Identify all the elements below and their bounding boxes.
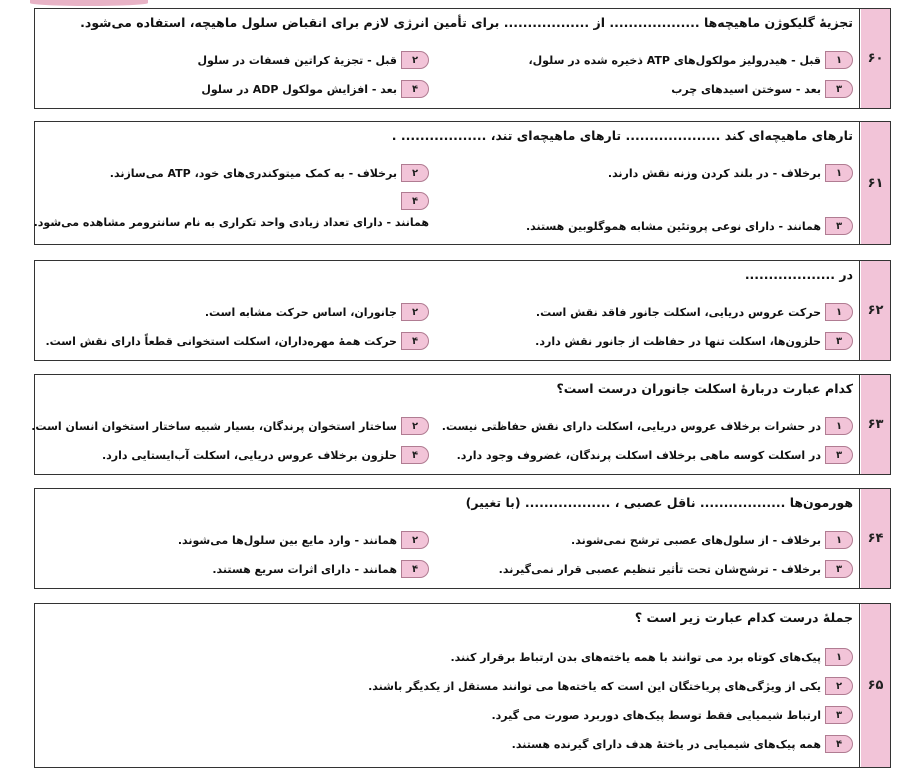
option-number-badge: ۱ bbox=[825, 164, 853, 182]
option-text: حلزون‌ها، اسکلت تنها در حفاظت از جانور نقش دارد. bbox=[535, 334, 821, 348]
option-2[interactable] bbox=[110, 164, 429, 182]
option-number-badge: ۳ bbox=[825, 560, 853, 578]
option-3[interactable] bbox=[535, 332, 853, 350]
option-text: برخلاف - به کمک میتوکندری‌های خود، ATP می‌سازند. bbox=[109, 166, 397, 180]
option-text: برخلاف - از سلول‌های عصبی ترشح نمی‌شوند. bbox=[571, 533, 821, 547]
option-number-badge: ۱ bbox=[825, 648, 853, 666]
option-text: همانند - وارد مایع بین سلول‌ها می‌شوند. bbox=[177, 533, 397, 547]
option-number-badge: ۴ bbox=[825, 735, 853, 753]
option-3[interactable] bbox=[499, 560, 853, 578]
question-body bbox=[35, 261, 860, 360]
page-corner-decoration bbox=[30, 0, 148, 6]
option-text: حرکت عروس دریایی، اسکلت جانور فاقد نقش است. bbox=[535, 305, 821, 319]
option-number-badge: ۲ bbox=[401, 51, 429, 69]
option-1[interactable] bbox=[528, 51, 853, 69]
option-text: حرکت همهٔ مهره‌داران، اسکلت استخوانی قطعاً دارای نقش است. bbox=[45, 334, 397, 348]
question-number: ۶۱ bbox=[861, 122, 890, 244]
option-text: همه پیک‌های شیمیایی در یاختهٔ هدف دارای گیرنده هستند. bbox=[511, 737, 821, 751]
option-4[interactable] bbox=[201, 80, 429, 98]
option-text: حلزون برخلاف عروس دریایی، اسکلت آب‌ایستایی دارد. bbox=[101, 448, 397, 462]
option-number-badge: ۱ bbox=[825, 417, 853, 435]
question-number: ۶۴ bbox=[861, 489, 890, 588]
option-2[interactable] bbox=[368, 677, 853, 695]
option-3[interactable] bbox=[671, 80, 853, 98]
option-number-badge: ۱ bbox=[825, 531, 853, 549]
option-2[interactable] bbox=[178, 531, 429, 549]
option-number-badge: ۳ bbox=[825, 332, 853, 350]
option-text: جانوران، اساس حرکت مشابه است. bbox=[204, 305, 397, 319]
question-stem: جملهٔ درست کدام عبارت زیر است ؟ bbox=[634, 610, 853, 625]
question-box-64 bbox=[34, 488, 891, 589]
option-2[interactable] bbox=[31, 417, 429, 435]
question-body bbox=[35, 9, 860, 108]
option-number-badge: ۲ bbox=[401, 417, 429, 435]
option-number-badge: ۲ bbox=[401, 303, 429, 321]
option-1[interactable] bbox=[442, 417, 853, 435]
option-number-badge: ۲ bbox=[401, 531, 429, 549]
question-number: ۶۵ bbox=[861, 604, 890, 767]
option-number-badge: ۳ bbox=[825, 706, 853, 724]
option-number-badge: ۲ bbox=[825, 677, 853, 695]
question-number: ۶۲ bbox=[861, 261, 890, 360]
question-box-61 bbox=[34, 121, 891, 245]
option-number-badge: ۳ bbox=[825, 446, 853, 464]
option-4[interactable] bbox=[34, 192, 429, 229]
option-1[interactable] bbox=[608, 164, 853, 182]
option-number-badge: ۴ bbox=[401, 80, 429, 98]
option-4[interactable] bbox=[45, 332, 429, 350]
option-text: در حشرات برخلاف عروس دریایی، اسکلت دارای نقش حفاظتی نیست. bbox=[441, 419, 821, 433]
option-number-badge: ۲ bbox=[401, 164, 429, 182]
option-text: بعد - افزایش مولکول ADP در سلول bbox=[201, 82, 397, 96]
option-text: قبل - تجزیهٔ کراتین فسفات در سلول bbox=[197, 53, 397, 67]
question-box-62 bbox=[34, 260, 891, 361]
option-3[interactable] bbox=[457, 446, 853, 464]
option-text: یکی از ویژگی‌های پریاختگان این است که یاخته‌ها می توانند مستقل از یکدیگر باشند. bbox=[368, 679, 821, 693]
option-1[interactable] bbox=[450, 648, 853, 666]
question-stem: در ................... bbox=[744, 267, 853, 282]
question-stem: هورمون‌ها .................. ناقل عصبی ، .................. (با تغییر) bbox=[465, 495, 853, 510]
option-2[interactable] bbox=[197, 51, 429, 69]
option-text: همانند - دارای تعداد زیادی واحد تکراری به نام سانترومر مشاهده می‌شود. bbox=[33, 216, 429, 229]
option-text: قبل - هیدرولیز مولکول‌های ATP ذخیره شده در سلول، bbox=[528, 53, 821, 67]
option-text: همانند - دارای نوعی پروتئین مشابه هموگلوبین هستند. bbox=[525, 219, 821, 233]
option-number-badge: ۳ bbox=[825, 80, 853, 98]
option-1[interactable] bbox=[536, 303, 853, 321]
question-box-60 bbox=[34, 8, 891, 109]
question-stem: تارهای ماهیچه‌ای کند .................... تارهای ماهیچه‌ای تند، .................. . bbox=[391, 128, 853, 143]
option-text: ارتباط شیمیایی فقط توسط پیک‌های دوربرد صورت می گیرد. bbox=[491, 708, 821, 722]
option-4[interactable] bbox=[102, 446, 429, 464]
question-body bbox=[35, 122, 860, 244]
option-number-badge: ۳ bbox=[825, 217, 853, 235]
option-2[interactable] bbox=[205, 303, 429, 321]
question-body bbox=[35, 604, 860, 767]
option-4[interactable] bbox=[512, 735, 853, 753]
option-number-badge: ۴ bbox=[401, 446, 429, 464]
option-3[interactable] bbox=[491, 706, 853, 724]
option-3[interactable] bbox=[526, 217, 853, 235]
option-text: برخلاف - در بلند کردن وزنه نقش دارند. bbox=[607, 166, 821, 180]
question-body bbox=[35, 489, 860, 588]
option-4[interactable] bbox=[212, 560, 429, 578]
option-text: همانند - دارای اثرات سریع هستند. bbox=[212, 562, 397, 576]
option-text: برخلاف - ترشح‌شان تحت تأثیر تنظیم عصبی قرار نمی‌گیرند. bbox=[498, 562, 821, 576]
option-number-badge: ۴ bbox=[401, 192, 429, 210]
option-number-badge: ۴ bbox=[401, 560, 429, 578]
option-text: در اسکلت کوسه ماهی برخلاف اسکلت پرندگان، غضروف وجود دارد. bbox=[456, 448, 821, 462]
question-box-65 bbox=[34, 603, 891, 768]
option-text: ساختار استخوان پرندگان، بسیار شبیه ساختار استخوان انسان است. bbox=[31, 419, 397, 433]
option-text: بعد - سوختن اسیدهای چرب bbox=[671, 82, 821, 96]
option-number-badge: ۴ bbox=[401, 332, 429, 350]
question-stem: کدام عبارت دربارهٔ اسکلت جانوران درست است؟ bbox=[556, 381, 853, 396]
option-number-badge: ۱ bbox=[825, 303, 853, 321]
question-number: ۶۳ bbox=[861, 375, 890, 474]
question-number: ۶۰ bbox=[861, 9, 890, 108]
option-text: پیک‌های کوتاه برد می توانند با همه یاخته‌های بدن ارتباط برقرار کنند. bbox=[450, 650, 821, 664]
question-stem: تجزیهٔ گلیکوژن ماهیچه‌ها ................... از .................. برای تأمین انرژی لازم برای انقباض سلول ماهیچه، استفاده می‌شود. bbox=[80, 15, 853, 30]
question-box-63 bbox=[31, 374, 891, 475]
option-1[interactable] bbox=[571, 531, 853, 549]
option-number-badge: ۱ bbox=[825, 51, 853, 69]
question-body bbox=[31, 375, 860, 474]
